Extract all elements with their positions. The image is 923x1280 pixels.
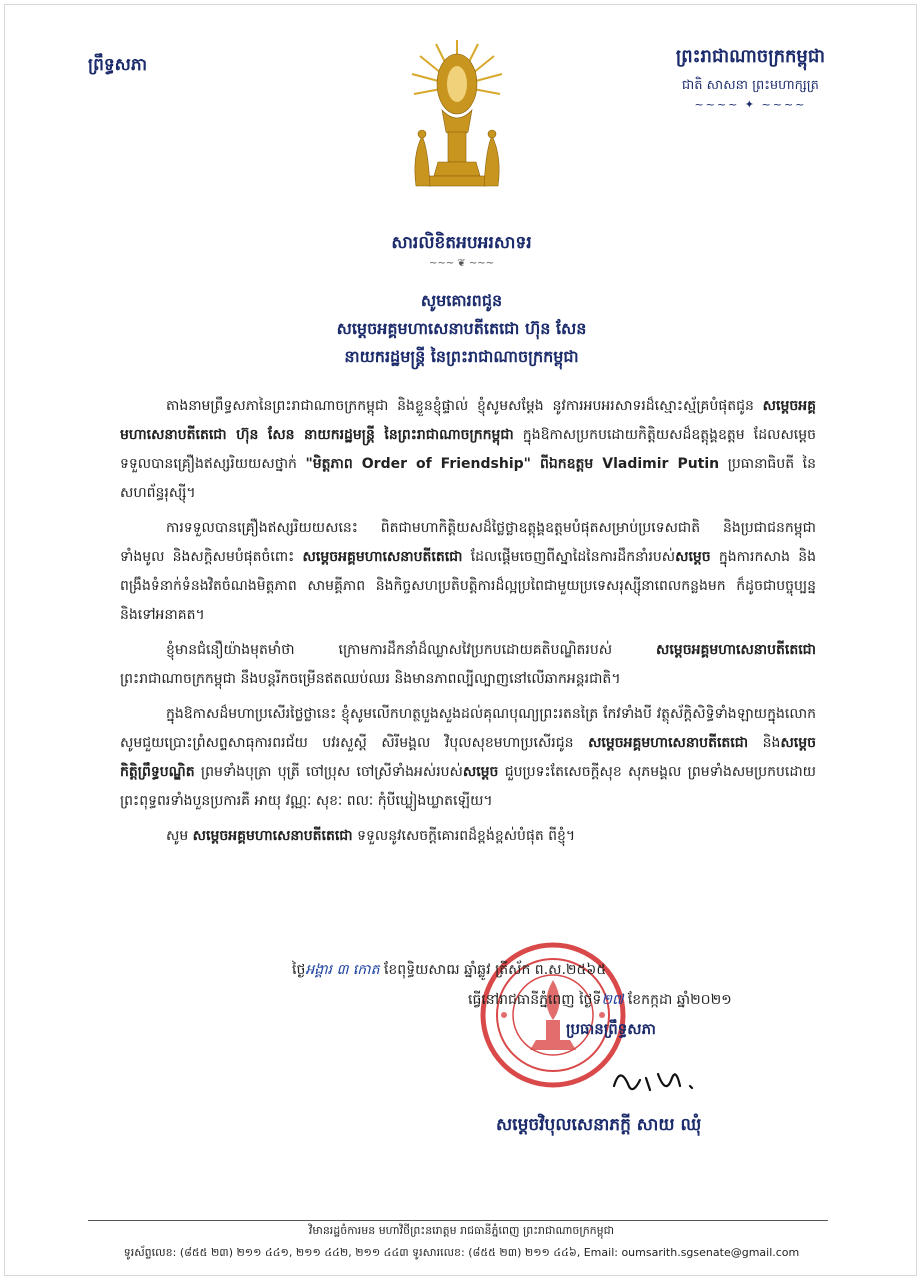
solar-date-line: ធ្វើនៅរាជធានីភ្នំពេញ ថ្ងៃទី២៧ ខែកក្កដា ឆ្នាំ២០២១	[468, 992, 732, 1008]
national-motto: ជាតិ សាសនា ព្រះមហាក្សត្រ	[681, 78, 819, 93]
paragraph-2: ការទទួលបានគ្រឿងឥស្សរិយយសនេះ ពិតជាមហាកិត្តិយសដ៏ថ្លៃថ្លាឧត្តុង្គឧត្តមបំផុតសម្រាប់ប្រទេសជាតិ និងប្រជាជនកម្ពុជាទាំងមូល និងសក្តិសមបំផុតចំពោះ សម្តេចអគ្គមហាសេនាបតីតេជោ ដែលផ្តើមចេញពីស្នាដៃនៃការដឹកនាំរបស់សម្តេច ក្នុងការកសាង និងពង្រឹងទំនាក់ទំនងវិតចំណងមិត្តភាព សាមគ្គីភាព និងកិច្ចសហប្រតិបត្តិការដ៏ល្អប្រពៃជាមួយប្រទេសរុស្ស៊ីនាពេលកន្លងមក ក៏ដូចជាបច្ចុប្បន្ន និងទៅអនាគត។	[120, 520, 816, 623]
footer-contact: ទូរស័ព្ទលេខ: (៨៥៥ ២៣) ២១១ ៤៤១, ២១១ ៤៤២, ២១១ ៤៤៣ ទូរសារលេខ: (៨៥៥ ២៣) ២១១ ៤៤៦, Email: oumsarith.sgsenate@gmail.com	[123, 1246, 800, 1259]
paragraph-5: សូម សម្តេចអគ្គមហាសេនាបតីតេជោ ទទួលនូវសេចក្តីគោរពដ៏ខ្ពង់ខ្ពស់បំផុត ពីខ្ញុំ។	[166, 828, 576, 844]
letter-title: សារលិខិតអបអរសាទរ	[391, 233, 532, 253]
handwritten-lunar-date: អង្គារ ៣ កោត	[305, 962, 380, 978]
handwritten-day: ២៧	[601, 992, 624, 1008]
senate-label: ព្រឹទ្ធសភា	[88, 55, 148, 75]
footer-address: វិមានរដ្ឋចំការមន មហាវិថីព្រះនរោត្តម រាជធានីភ្នំពេញ ព្រះរាជាណាចក្រកម្ពុជា	[308, 1224, 615, 1237]
signatory-name: សម្តេចវិបុលសេនាភក្តី សាយ ឈុំ	[496, 1115, 702, 1135]
footer-divider	[88, 1220, 828, 1221]
address-line-3: នាយករដ្ឋមន្ត្រី នៃព្រះរាជាណាចក្រកម្ពុជា	[344, 347, 579, 366]
handwritten-signature-icon	[606, 1056, 716, 1106]
address-line-1: សូមគោរពជូន	[420, 291, 503, 310]
kingdom-motto-block	[676, 44, 825, 111]
signatory-role: ប្រធានព្រឹទ្ធសភា	[566, 1020, 656, 1038]
title-ornament: ~~~ ❦ ~~~	[428, 258, 494, 269]
royal-emblem-icon	[408, 36, 506, 192]
paragraph-4: ក្នុងឱកាសដ៏មហាប្រសើរថ្លៃថ្លានេះ ខ្ញុំសូមលើកហត្ថបួងសួងដល់គុណបុណ្យព្រះរតនត្រៃ កែវទាំងបី វត្ថុស័ក្តិសិទ្ធិទាំងឡាយក្នុងលោក សូមជួយប្រោះព្រំសព្ទសាធុការពរជ័យ បវរសួស្តី សិរីមង្គល វិបុលសុខមហាប្រសើរជូន សម្តេចអគ្គមហាសេនាបតីតេជោ និងសម្តេចកិត្តិព្រឹទ្ធបណ្ឌិត ព្រមទាំងបុត្រា បុត្រី ចៅប្រុស ចៅស្រីទាំងអស់របស់សម្តេច ជួបប្រទះតែសេចក្តីសុខ សុភមង្គល ព្រមទាំងសមប្រកបដោយព្រះពុទ្ធពរទាំងបួនប្រការគឺ អាយុ វណ្ណៈ សុខៈ ពលៈ កុំបីឃ្លៀងឃ្លាតឡើយ។	[120, 706, 816, 809]
paragraph-3: ខ្ញុំមានជំនឿយ៉ាងមុតមាំថា ក្រោមការដឹកនាំដ៏ឈ្លាសវៃប្រកបដោយគតិបណ្ឌិតរបស់ សម្តេចអគ្គមហាសេនាបតីតេជោ ព្រះរាជាណាចក្រកម្ពុជា នឹងបន្តរីកចម្រើនឥតឈប់ឈរ និងមានភាពល្បីល្បាញនៅលើឆាកអន្តរជាតិ។	[120, 642, 816, 687]
paragraph-1: តាងនាមព្រឹទ្ធសភានៃព្រះរាជាណាចក្រកម្ពុជា និងខ្លួនខ្ញុំផ្ទាល់ ខ្ញុំសូមសម្តែង នូវការអបអរសាទរដ៏ស្មោះស្ម័គ្របំផុតជូន សម្តេចអគ្គមហាសេនាបតីតេជោ ហ៊ុន សែន នាយករដ្ឋមន្ត្រី នៃព្រះរាជាណាចក្រកម្ពុជា ក្នុងឱកាសប្រកបដោយកិត្តិយសដ៏ឧត្តុង្គឧត្តម ដែលសម្តេច ទទួលបានគ្រឿងឥស្សរិយយសថ្នាក់ "មិត្តភាព Order of Friendship" ពីឯកឧត្តម Vladimir Putin ប្រធានាធិបតី នៃសហព័ន្ធរុស្ស៊ី។	[120, 398, 816, 501]
letter-body	[120, 392, 816, 857]
lunar-date-line: ថ្ងៃអង្គារ ៣ កោត ខែពុទ្ធិយសាឍ ឆ្នាំឆ្លូវ ត្រីស័ក ព.ស.២៥៦៥	[292, 962, 607, 978]
motto-ornament: ~~~~ ✦ ~~~~	[694, 98, 807, 111]
address-line-2: សម្តេចអគ្គមហាសេនាបតីតេជោ ហ៊ុន សែន	[336, 319, 587, 338]
kingdom-name: ព្រះរាជាណាចក្រកម្ពុជា	[675, 46, 825, 67]
